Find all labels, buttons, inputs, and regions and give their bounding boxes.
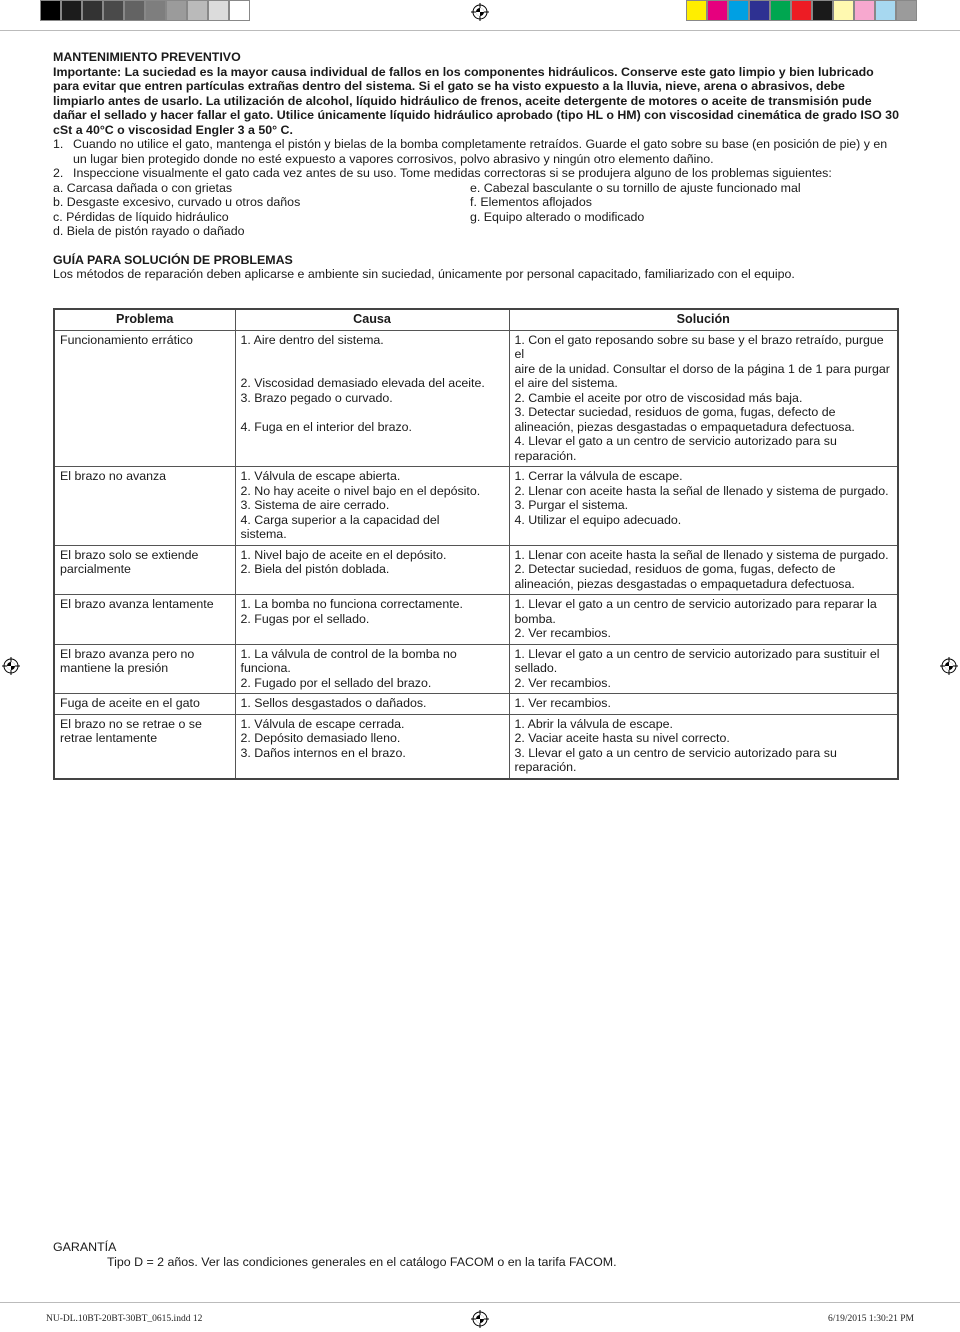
registration-mark-icon	[471, 3, 489, 21]
maintenance-title: MANTENIMIENTO PREVENTIVO	[53, 50, 241, 64]
color-swatch	[61, 0, 82, 21]
table-row	[54, 330, 898, 467]
solution-line: 2. Ver recambios.	[514, 626, 611, 640]
registration-mark-icon	[940, 657, 958, 675]
color-swatch	[749, 0, 770, 21]
problem-line: El brazo solo se extiende	[60, 547, 199, 562]
problem-item: c. Pérdidas de líquido hidráulico	[53, 209, 229, 224]
cell-cause	[235, 644, 509, 694]
solution-line: 1. Ver recambios.	[514, 696, 611, 710]
color-swatch	[187, 0, 208, 21]
color-swatch	[707, 0, 728, 21]
cell-cause	[235, 467, 509, 546]
problem-line: mantiene la presión	[60, 661, 169, 675]
color-swatch	[103, 0, 124, 21]
cause-line: 1. Aire dentro del sistema.	[240, 332, 384, 347]
solution-line: 2. Cambie el aceite por otro de viscosidad más baja.	[514, 390, 803, 405]
cmyk-color-bar	[686, 0, 917, 22]
color-swatch	[686, 0, 707, 21]
footer-file-name: NU-DL.10BT-20BT-30BT_0615.indd 12	[46, 1314, 203, 1324]
solution-line: 3. Detectar suciedad, residuos de goma, fugas, defecto de	[514, 405, 836, 419]
footer-timestamp: 6/19/2015 1:30:21 PM	[827, 1314, 914, 1324]
troubleshooting-table	[53, 308, 899, 780]
troubleshooting-intro: Los métodos de reparación deben aplicarse e ambiente sin suciedad, únicamente por personal capacitado, familiarizado con el equipo.	[53, 267, 795, 281]
item-text: Cuando no utilice el gato, mantenga el pistón y bielas de la bomba completamente retraídos. Guarde el gato sobre su base (en posición de pie) y en un lugar bien protegido donde no esté expuesto a vapores corrosivos, polvo abrasivo y ningún otro elemento dañino.	[73, 137, 888, 166]
solution-line: 3. Purgar el sistema.	[514, 498, 629, 512]
solution-line: 2. Ver recambios.	[514, 675, 611, 690]
table-row	[54, 714, 898, 779]
color-swatch	[812, 0, 833, 21]
solution-line: 1. Abrir la válvula de escape.	[514, 716, 673, 731]
cell-solution	[509, 644, 898, 694]
color-swatch	[791, 0, 812, 21]
solution-line: 1. Llevar el gato a un centro de servicio autorizado para sustituir el	[514, 646, 880, 661]
grayscale-color-bar	[40, 0, 250, 22]
cell-solution	[509, 467, 898, 546]
problem-line: parcialmente	[60, 562, 131, 576]
problem-item: f. Elementos aflojados	[470, 195, 592, 209]
cell-problem	[54, 595, 235, 645]
cause-line	[241, 362, 504, 377]
cause-line: 3. Daños internos en el brazo.	[240, 745, 406, 760]
problem-item: d. Biela de pistón rayado o dañado	[53, 224, 245, 238]
solution-line: 2. Llenar con aceite hasta la señal de llenado y sistema de purgado.	[514, 483, 889, 498]
cause-line: 2. Biela del pistón doblada.	[240, 562, 390, 576]
problem-line: El brazo no se retrae o se	[60, 716, 202, 731]
solution-line: bomba.	[514, 611, 556, 626]
column-header-solution: Solución	[509, 309, 898, 330]
solution-line: reparación.	[514, 448, 577, 463]
maintenance-item-2	[53, 166, 899, 181]
problem-item: a. Carcasa dañada o con grietas	[53, 180, 233, 195]
color-swatch	[896, 0, 917, 21]
solution-line: alineación, piezas desgastadas o empaquetadura defectuosa.	[514, 576, 855, 591]
cell-problem	[54, 644, 235, 694]
cell-problem	[54, 714, 235, 779]
cell-problem	[54, 330, 235, 467]
cause-line: 2. Fugado por el sellado del brazo.	[240, 675, 432, 690]
problem-list-left	[53, 181, 470, 239]
maintenance-section	[53, 50, 899, 282]
cause-line: 2. No hay aceite o nivel bajo en el depósito.	[240, 483, 481, 498]
registration-mark-icon	[471, 1310, 489, 1328]
solution-line: 1. Cerrar la válvula de escape.	[514, 469, 683, 483]
warranty-section	[53, 1240, 617, 1270]
column-header-cause: Causa	[235, 309, 509, 330]
cause-line: 1. Sellos desgastados o dañados.	[240, 696, 427, 710]
cell-solution	[509, 694, 898, 715]
cause-line: 1. La bomba no funciona correctamente.	[240, 597, 463, 611]
cause-line: 4. Carga superior a la capacidad del	[240, 512, 440, 527]
item-number: 2.	[53, 166, 64, 180]
bottom-trim-line	[0, 1302, 960, 1303]
solution-line: 1. Con el gato reposando sobre su base y el brazo retraído, purgue el	[514, 332, 884, 361]
problem-line: El brazo avanza lentamente	[60, 597, 214, 611]
table-row	[54, 467, 898, 546]
cause-line: 2. Depósito demasiado lleno.	[240, 731, 401, 745]
problem-line: Funcionamiento errático	[60, 332, 193, 347]
cause-line: 1. La válvula de control de la bomba no	[240, 646, 457, 661]
registration-mark-icon	[2, 657, 20, 675]
color-swatch	[145, 0, 166, 21]
cause-line	[241, 405, 504, 420]
problem-item: e. Cabezal basculante o su tornillo de ajuste funcionado mal	[470, 180, 801, 195]
table-row	[54, 545, 898, 595]
cell-cause	[235, 330, 509, 467]
color-swatch	[770, 0, 791, 21]
cause-line: 4. Fuga en el interior del brazo.	[240, 419, 413, 434]
problem-list-right	[470, 181, 801, 239]
color-swatch	[854, 0, 875, 21]
warranty-text: Tipo D = 2 años. Ver las condiciones generales en el catálogo FACOM o en la tarifa FACOM.	[107, 1255, 617, 1269]
cell-cause	[235, 595, 509, 645]
cause-line: funciona.	[240, 661, 291, 675]
color-swatch	[833, 0, 854, 21]
cause-line	[241, 347, 504, 362]
cause-line: 3. Sistema de aire cerrado.	[240, 498, 390, 512]
problem-item: g. Equipo alterado o modificado	[470, 209, 645, 224]
cell-cause	[235, 545, 509, 595]
color-swatch	[124, 0, 145, 21]
item-text: Inspeccione visualmente el gato cada vez antes de su uso. Tome medidas correctoras si se produjera alguno de los problemas siguientes:	[73, 166, 832, 180]
color-swatch	[728, 0, 749, 21]
cause-line: 2. Viscosidad demasiado elevada del aceite.	[240, 376, 485, 390]
cell-solution	[509, 595, 898, 645]
solution-line: 4. Utilizar el equipo adecuado.	[514, 512, 682, 527]
cell-solution	[509, 330, 898, 467]
solution-line: 3. Llevar el gato a un centro de servicio autorizado para su	[514, 745, 837, 760]
item-number: 1.	[53, 137, 64, 151]
column-header-problem: Problema	[54, 309, 235, 330]
color-swatch	[208, 0, 229, 21]
table-header-row	[54, 309, 898, 330]
solution-line: 1. Llenar con aceite hasta la señal de llenado y sistema de purgado.	[514, 547, 889, 562]
solution-line: reparación.	[514, 760, 577, 774]
solution-line: 1. Llevar el gato a un centro de servicio autorizado para reparar la	[514, 597, 877, 611]
solution-line: el aire del sistema.	[514, 376, 618, 390]
table-row	[54, 694, 898, 715]
maintenance-item-1	[53, 137, 899, 166]
cause-line: 1. Válvula de escape cerrada.	[240, 716, 405, 731]
cell-solution	[509, 545, 898, 595]
troubleshooting-title: GUÍA PARA SOLUCIÓN DE PROBLEMAS	[53, 252, 293, 267]
problem-checklist	[53, 181, 899, 239]
cause-line: 1. Válvula de escape abierta.	[240, 469, 401, 483]
solution-line: 4. Llevar el gato a un centro de servicio autorizado para su	[514, 434, 837, 448]
cause-line: 2. Fugas por el sellado.	[240, 611, 370, 626]
cause-line: 1. Nivel bajo de aceite en el depósito.	[240, 547, 447, 562]
problem-item: b. Desgaste excesivo, curvado u otros daños	[53, 195, 301, 209]
color-swatch	[166, 0, 187, 21]
cell-problem	[54, 545, 235, 595]
color-swatch	[875, 0, 896, 21]
problem-line: El brazo no avanza	[60, 469, 167, 483]
solution-line: aire de la unidad. Consultar el dorso de la página 1 de 1 para purgar	[514, 361, 890, 376]
top-trim-line	[0, 30, 960, 31]
cell-cause	[235, 694, 509, 715]
cause-line: 3. Brazo pegado o curvado.	[240, 390, 393, 405]
solution-line: alineación, piezas desgastadas o empaquetadura defectuosa.	[514, 419, 855, 434]
cell-problem	[54, 694, 235, 715]
cell-cause	[235, 714, 509, 779]
solution-line: sellado.	[514, 661, 558, 675]
table-row	[54, 644, 898, 694]
warranty-title: GARANTÍA	[53, 1240, 117, 1254]
table-row	[54, 595, 898, 645]
cause-line: sistema.	[240, 527, 287, 541]
color-swatch	[229, 0, 250, 21]
problem-line: retrae lentamente	[60, 731, 158, 745]
solution-line: 2. Detectar suciedad, residuos de goma, fugas, defecto de	[514, 562, 836, 576]
cell-solution	[509, 714, 898, 779]
maintenance-warning: Importante: La suciedad es la mayor causa individual de fallos en los componentes hidráulicos. Conserve este gato limpio y bien lubricado para evitar que entren partículas extrañas dentro del sistema. Si el gato se ha visto expuesto a la lluvia, nieve, arena o abrasivos, debe limpiarlo antes de usarlo. La utilización de alcohol, líquido hidráulico de frenos, aceite detergente de motores o aceite de transmisión pude dañar el sellado y hacer fallar el gato. Utilice únicamente líquido hidráulico aprobado (tipo HL o HM) con viscosidad cinemática de grado ISO 30 cSt a 40°C o viscosidad Engler 3 a 50° C.	[53, 64, 899, 137]
cell-problem	[54, 467, 235, 546]
color-swatch	[40, 0, 61, 21]
color-swatch	[82, 0, 103, 21]
solution-line: 2. Vaciar aceite hasta su nivel correcto.	[514, 731, 730, 745]
problem-line: Fuga de aceite en el gato	[60, 696, 200, 710]
problem-line: El brazo avanza pero no	[60, 646, 195, 661]
